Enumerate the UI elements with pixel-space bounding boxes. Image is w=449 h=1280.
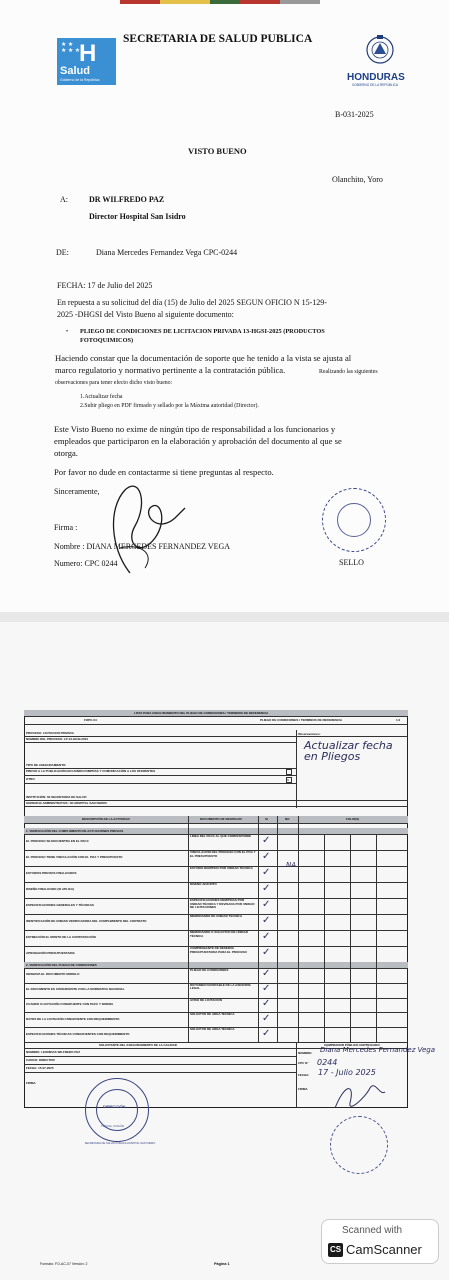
checkmark-icon: ✓ [262,997,271,1009]
star-icon: ★ ★ ★ ★ ★ [61,42,81,54]
para1-line-2b: Realizando las siguientes [319,369,378,375]
para2-line-1: Este Visto Bueno no exime de ningún tipo de responsabilidad a los funcionarios y [54,424,336,434]
letter-date: FECHA: 17 de Julio del 2025 [57,281,153,290]
activity-description: ESPECIFICACIONES TÉCNICAS CONGRUENTES CON REQUERIMIENTO [26,1031,130,1036]
sol-fecha: FECHA: 15-07-2025 [26,1066,54,1070]
camscanner-brand: CamScanner [346,1242,422,1257]
gerencia-row [24,800,408,807]
comp-cpc: CPC N° [298,1061,309,1065]
nombre-line: Nombre : DIANA MERCEDES FERNANDEZ VEGA [54,542,231,551]
proceso-text: PROCESO: LICITACION PRIVADA [26,731,74,735]
supporting-document: SOLICITUD DE ÁREA TÉCNICA [190,1012,235,1017]
from-label: DE: [56,248,69,257]
official-seal-stamp [322,488,386,552]
form-signature-image [330,1078,390,1118]
letter-place: Olanchito, Yoro [332,175,383,184]
col-doc-header: DOCUMENTO DE RESPALDO [200,817,242,821]
supporting-document: ESPECIFICACIONES REMITIDAS POR UNIDAD TÉCNICA Y REVISADA POR UNIDAD DE LICITACIONES [190,898,255,909]
sol-cargo: CARGO: DIRECTOR [26,1058,55,1062]
reference-number: B-031-2025 [335,110,374,119]
col-folio-header: FOLIO(S) [346,817,360,821]
observation-2: 2.Subir pliego en PDF firmado y sellado por la Máxima autoridad (Director). [80,403,259,409]
to-title: Director Hospital San Isidro [89,212,186,221]
observation-1: 1.Actualizar fecha [80,394,123,400]
comp-fecha-handwritten: 17 - Julio 2025 [318,1068,376,1077]
supporting-document: MEMORANDO DE UNIDAD TÉCNICA [190,914,242,918]
signature-image [100,478,190,578]
firma-label: Firma : [54,523,78,532]
form-doc-type: PLIEGO DE CONDICIONES / TERMINOS DE REFERENCIA [260,718,343,722]
supporting-document: PLIEGO DE CONDICIONES [190,968,229,972]
letter-heading: VISTO BUENO [188,146,247,156]
contact-line: Por favor no dude en contactarme si tiene preguntas al respecto. [54,467,274,477]
divider-signatures [296,1042,297,1108]
activity-description: DATOS DE LA LICITACIÓN CONGRUENTE CON REQUERIMIENTO [26,1016,120,1021]
checkmark-icon: ✓ [262,983,271,995]
supporting-document: DICTAMEN FAVORABLE DE LA ASESORÍA LEGAL [190,982,251,991]
activity-description: EL DOCUMENTO ES CONGRUENTE CON LA NORMATIVA NACIONAL [26,987,125,992]
comp-fecha: FECHA: [298,1073,310,1077]
observaciones-handwritten: Actualizar fecha en Pliegos [304,739,393,763]
na-handwritten: NA [286,861,297,869]
stamp-inner-text: DIRECCIÓN [103,1104,126,1109]
scanned-with-text: Scanned with [342,1225,403,1236]
checkmark-icon: ✓ [262,931,271,942]
checkmark-icon: ✓ [262,968,271,980]
scan-top-strip [120,0,320,4]
para1-line-3: observaciones para tener efecto dicho visto bueno: [55,380,173,386]
activity-description: OBSERVA EL DOCUMENTO MODELO [26,972,80,977]
intro-line-2: 2025 -DHGSI del Visto Bueno al siguiente documento: [57,310,234,319]
honduras-logo-sub: GOBIERNO DE LA REPÚBLICA [352,83,399,87]
to-name: DR WILFREDO PAZ [89,195,165,204]
col-no-header: NO [285,817,290,821]
page-separator [0,612,449,622]
form-title: LISTA PARA ASEGURAMIENTO DEL PLIEGO DE CONDICIONES / TERMINOS DE REFERENCIA [134,710,269,715]
col-si-header: SI [265,817,268,821]
comp-nombre: NOMBRE: [298,1051,313,1055]
numero-line: Numero: CPC 0244 [54,559,118,568]
closing-line: Sinceramente, [54,487,100,496]
supporting-document: COMPROBANTE DE RESERVA PRESUPUESTARIA PARA EL PROCESO [190,946,247,954]
para2-line-3: otorga. [54,448,78,458]
divider-folio-a [324,834,325,1042]
footer-page: Página 1 [214,1262,230,1266]
divider-no [277,816,278,1042]
honduras-seal-icon [356,30,404,72]
cpc-stamp [330,1116,388,1174]
footer-format: Formato: FO-AC-07 Versión: 2 [40,1262,88,1266]
from-name: Diana Mercedes Fernandez Vega CPC-0244 [96,248,238,257]
honduras-logo-text: HONDURAS [347,72,405,83]
tipo-otro-checkbox[interactable]: x [286,777,292,783]
checkmark-icon: ✓ [262,867,271,878]
gerencia-text: GERENCIA ADMINISTRATIVA: 18 HOSPITAL SAN ISIDRO [26,801,107,805]
checkmark-icon: ✓ [262,835,271,846]
letter-page [0,0,449,612]
salud-logo-sub: Gobierno de la República [60,78,100,82]
tipo-otro-row [24,775,296,784]
supporting-document: AVISO DE LICITACIÓN [190,997,222,1002]
sol-fecha-row [24,1064,296,1073]
supporting-document: VINCULACIÓN DEL PROCESO CON EL POA Y EL PRESUPUESTO [190,850,256,858]
divider-doc [188,816,189,1042]
sol-nombre: NOMBRE: LEONIDAS WILFREDO PAZ [26,1050,81,1054]
supporting-document: MEMORANDO O SOLICITUD DE UNIDAD TÉCNICA [190,930,248,938]
comp-nombre-handwritten: Diana Mercedes Fernandez Vega [320,1046,436,1054]
camscanner-badge [321,1219,439,1264]
supporting-document: ESTUDIO REMITIDO POR UNIDAD TÉCNICA [190,866,253,870]
column-header-row [24,816,408,824]
activity-description: CUANDO II LICITACIÓN CONGRUENTE CON PACC Y NORMA [26,1001,114,1006]
salud-h-mark: H [79,40,97,67]
salud-logo [57,38,116,85]
stamp-ring-text: SECRETARIA DE SALUD PÚBLICA HOSPITAL SAN ISIDRO [84,1142,156,1145]
checkmark-icon: ✓ [262,851,271,862]
activity-description: IDENTIFICACIÓN DE UNIDAD VERIFICADORA DEL CUMPLIMIENTO DEL CONTRATO [26,919,147,923]
section2-title: 2. VERIFICACIÓN DEL PLIEGO DE CONDICIONES [26,962,97,967]
activity-description: EL PROCESO TIENE VINCULACIÓN CON EL POA Y PRESUPUESTO [26,855,123,859]
nombre-proceso-row [24,736,296,743]
document-bullet-2: FOTOQUIMICOS) [80,337,134,344]
supporting-document: DISEÑO ADJUNTO [190,882,217,886]
solicitante-header: SOLICITANTE DEL ASEGURAMIENTO DE LA CALIDAD [99,1042,177,1047]
camscanner-logo-icon: CS [328,1243,343,1257]
comp-firma: FIRMA [298,1087,308,1091]
to-label: A: [60,195,68,204]
institucion-text: INSTITUCIÓN: 60 SECRETARIA DE SALUD [26,795,87,799]
checkmark-icon: ✓ [262,1027,271,1039]
salud-logo-text: Salud [60,65,90,77]
para2-line-2: empleados que participaron en la elaboración y aprobación del documento al que se [54,436,342,446]
para1-line-1: Haciendo constar que la documentación de soporte que he tenido a la vista se ajusta al [55,353,352,363]
divider-folio-c [376,834,377,1042]
assurance-checklist-table [24,710,436,1110]
checkmark-icon: ✓ [262,947,271,958]
activity-description: APROBACIÓN PRESUPUESTARIA [26,951,75,955]
tipo-otro: OTRO [26,777,35,781]
activity-description: ESTIMACIÓN EL MONTO DE LA CONTRATACIÓN [26,935,96,939]
comp-cpc-handwritten: 0244 [317,1058,338,1067]
supporting-document: LÍNEA DEL PACC AL QUE CORRESPONDE [190,834,252,838]
bullet-icon: • [66,329,69,335]
divider-folio [298,816,299,1042]
checkmark-icon: ✓ [262,915,271,926]
stamp-sub-text: TOCOA, COLÓN [101,1124,124,1128]
form-version: 1.0 [396,718,401,722]
divider-si [258,816,259,1042]
section1-title: 1. VERIFICACIÓN DEL CUMPLIMIENTO DE ACTUACIONES PREVIAS [26,828,124,833]
hospital-stamp [85,1078,149,1142]
supporting-document: SOLICITUD DE ÁREA TÉCNICA [190,1027,235,1032]
observaciones-label: Observaciones: [298,732,321,736]
divider-obs [296,730,297,808]
col-desc-header: DESCRIPCIÓN DE LA ACTIVIDAD [82,817,130,821]
checkmark-icon: ✓ [262,883,271,894]
form-code-row [24,716,408,725]
form-code: FOPC-04 [84,718,97,722]
tipo-label: TIPO DE ASEGURAMIENTO: [26,763,67,767]
sello-label: SELLO [339,558,364,567]
document-bullet-1: PLIEGO DE CONDICIONES DE LICITACION PRIVADA 13-HGSI-2025 (PRODUCTOS [80,328,325,335]
intro-line-1: En repuesta a su solicitud del día (15) de Julio del 2025 SEGUN OFICIO N 15-129- [57,298,327,307]
activity-description: DISEÑO FINALIZADO (SI APLICA) [26,887,75,891]
ministry-title: SECRETARIA DE SALUD PUBLICA [123,33,313,45]
sol-firma: FIRMA [26,1081,36,1085]
tipo-previo: PREVIO A LA PUBLICACIÓN EN HONDUCOMPRAS Y COMUNICACIÓN A LOS OFERENTES [26,769,156,773]
nombre-proceso-text: NOMBRE DEL PROCESO: LP-13-HGSI-2024 [26,737,88,741]
divider-folio-b [350,834,351,1042]
activity-description: ESTUDIOS PREVIOS FINALIZADOS [26,871,77,875]
para1-line-2: marco regulatorio y normativo pertinente a la contratación pública. [55,365,286,375]
checkmark-icon: ✓ [262,899,271,910]
checkmark-icon: ✓ [262,1012,271,1024]
activity-description: ESPECIFICACIONES GENERALES Y TÉCNICAS [26,903,94,907]
comprador-header: COMPRADOR PÚBLICO CERTIFICADO [324,1042,380,1047]
activity-description: EL PROCESO SE ENCUENTRA EN EL PACC [26,839,89,843]
